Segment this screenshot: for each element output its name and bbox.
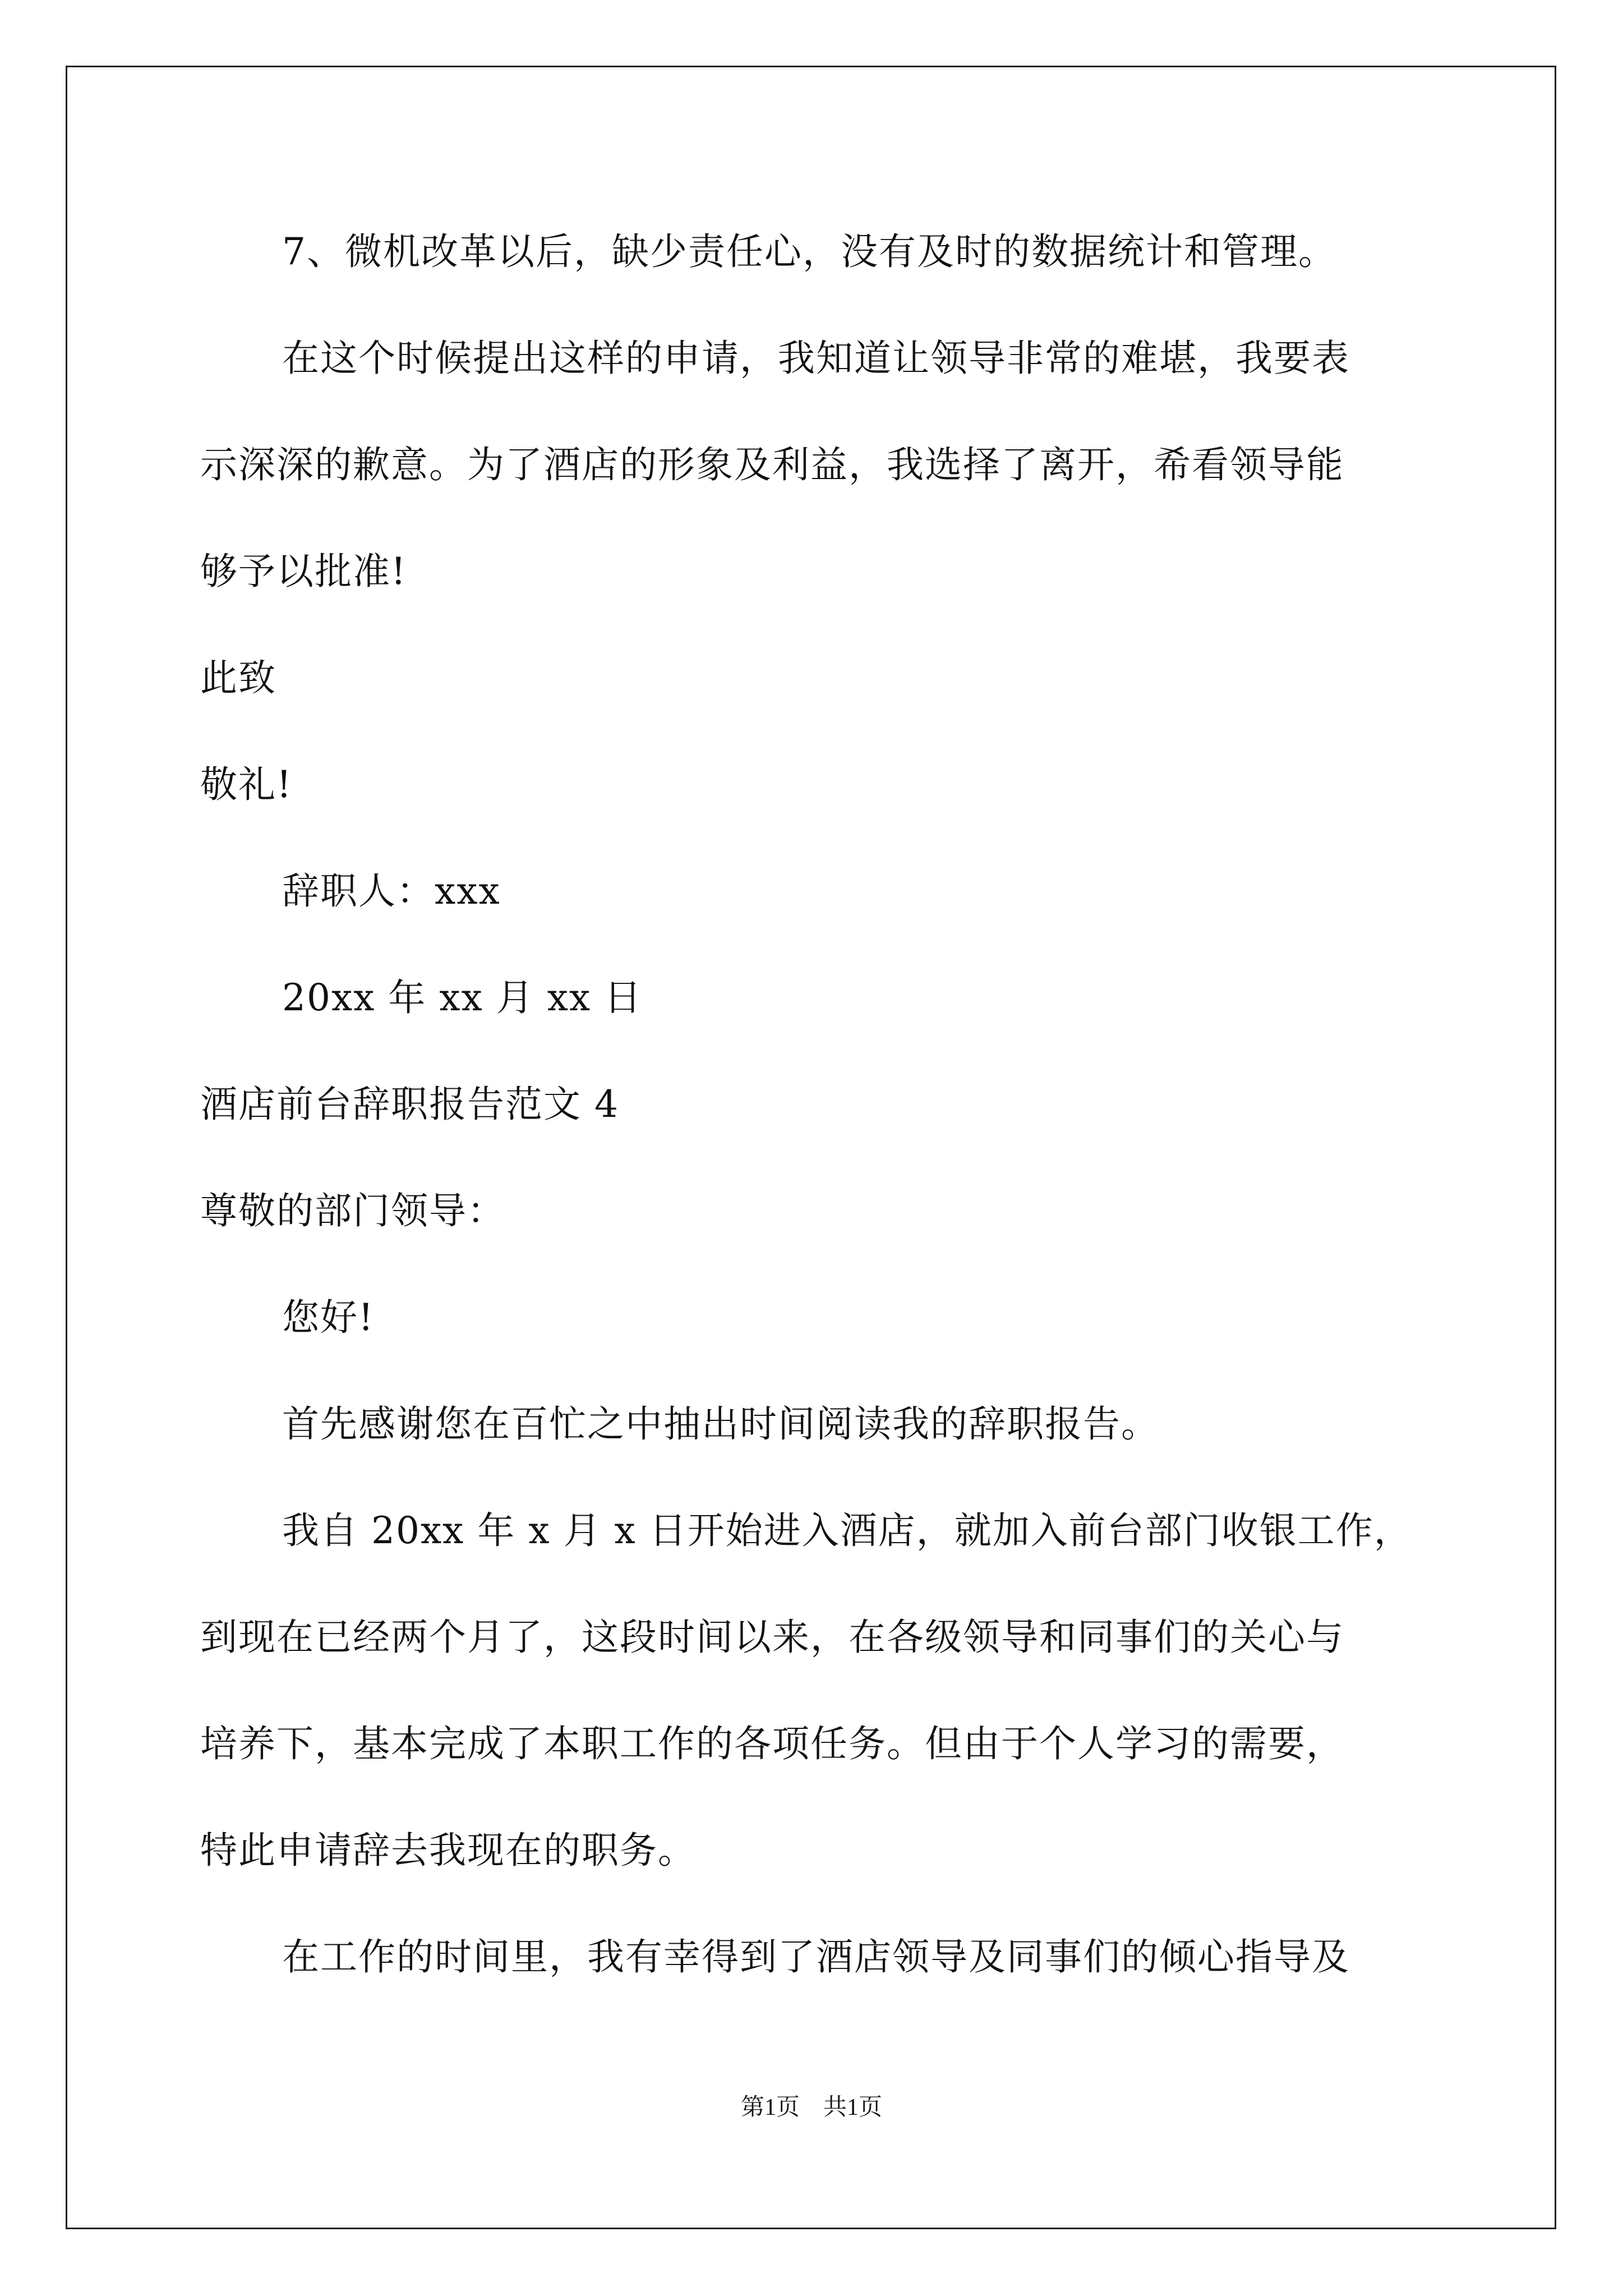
signature-date: 20xx 年 xx 月 xx 日 <box>282 976 643 1019</box>
paragraph-body-line-3: 培养下，基本完成了本职工作的各项任务。但由于个人学习的需要， <box>200 1722 1344 1765</box>
paragraph-apology-line-3: 够予以批准! <box>200 550 407 593</box>
closing-salutation: 此致 <box>200 656 276 700</box>
paragraph-thanks: 首先感谢您在百忙之中抽出时间阅读我的辞职报告。 <box>282 1402 1159 1446</box>
section-title: 酒店前台辞职报告范文 4 <box>200 1083 619 1126</box>
paragraph-apology-line-1: 在这个时候提出这样的申请，我知道让领导非常的难堪，我要表 <box>282 337 1350 380</box>
paragraph-body-line-2: 到现在已经两个月了，这段时间以来，在各级领导和同事们的关心与 <box>200 1616 1344 1659</box>
letter-addressee: 尊敬的部门领导： <box>200 1189 505 1232</box>
list-item-7: 7、微机改革以后，缺少责任心，没有及时的数据统计和管理。 <box>282 230 1336 273</box>
letter-greeting: 您好! <box>282 1296 375 1339</box>
paragraph-gratitude-line-1: 在工作的时间里，我有幸得到了酒店领导及同事们的倾心指导及 <box>282 1935 1350 1978</box>
paragraph-apology-line-2: 示深深的歉意。为了酒店的形象及利益，我选择了离开，希看领导能 <box>200 443 1344 486</box>
closing-regards: 敬礼! <box>200 763 293 806</box>
page-border <box>66 66 1556 2229</box>
paragraph-body-line-1: 我自 20xx 年 x 月 x 日开始进入酒店，就加入前台部门收银工作， <box>282 1509 1412 1552</box>
signature-name: 辞职人：xxx <box>282 869 501 913</box>
page-number-footer: 第1页 共1页 <box>740 2095 882 2120</box>
paragraph-body-line-4: 特此申请辞去我现在的职务。 <box>200 1829 696 1872</box>
